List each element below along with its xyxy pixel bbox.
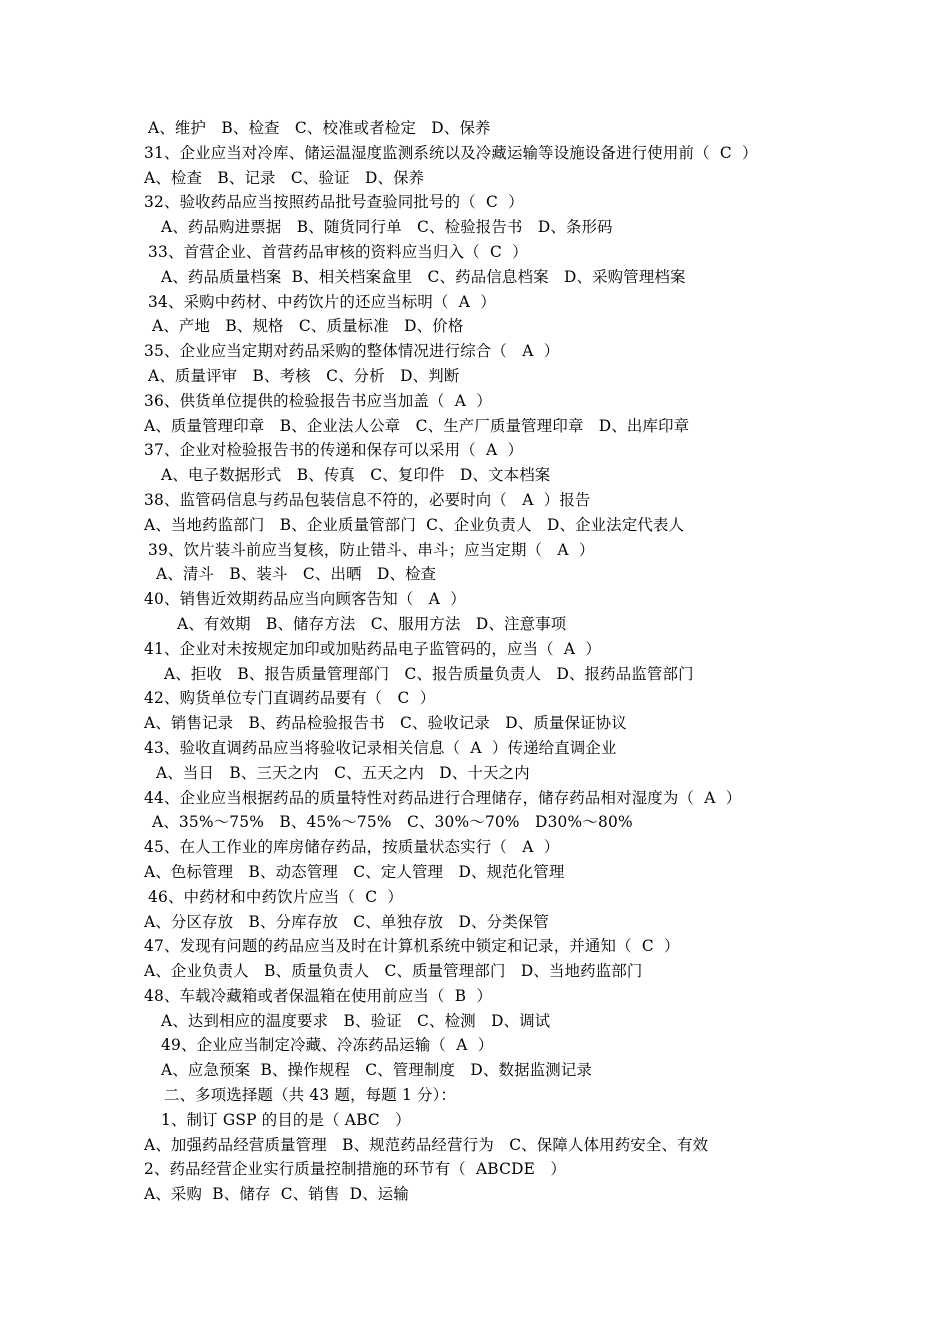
options-43: A、当日 B、三天之内 C、五天之内 D、十天之内 xyxy=(156,763,530,782)
question-35: 35、企业应当定期对药品采购的整体情况进行综合（ A ） xyxy=(144,342,560,361)
question-31: 31、企业应当对冷库、储运温湿度监测系统以及冷藏运输等设施设备进行使用前（ C ） xyxy=(144,143,758,162)
question-47: 47、发现有问题的药品应当及时在计算机系统中锁定和记录，并通知（ C ） xyxy=(144,937,680,956)
options-46: A、分区存放 B、分库存放 C、单独存放 D、分类保管 xyxy=(144,912,549,931)
question-45: 45、在人工作业的库房储存药品，按质量状态实行（ A ） xyxy=(144,838,560,857)
options-39: A、清斗 B、装斗 C、出晒 D、检查 xyxy=(156,565,437,584)
options-49: A、应急预案 B、操作规程 C、管理制度 D、数据监测记录 xyxy=(161,1061,593,1080)
question-43: 43、验收直调药品应当将验收记录相关信息（ A ）传递给直调企业 xyxy=(144,738,617,757)
options-33: A、药品质量档案 B、相关档案盒里 C、药品信息档案 D、采购管理档案 xyxy=(161,267,686,286)
question-m2: 2、药品经营企业实行质量控制措施的环节有（ ABCDE ） xyxy=(144,1160,566,1179)
options-35: A、质量评审 B、考核 C、分析 D、判断 xyxy=(148,366,460,385)
options-31: A、检查 B、记录 C、验证 D、保养 xyxy=(144,168,425,187)
question-46: 46、中药材和中药饮片应当（ C ） xyxy=(148,887,404,906)
options-48: A、达到相应的温度要求 B、验证 C、检测 D、调试 xyxy=(161,1011,551,1030)
question-m1: 1、制订 GSP 的目的是（ ABC ） xyxy=(161,1110,411,1129)
options-m2: A、采购 B、储存 C、销售 D、运输 xyxy=(144,1185,409,1204)
options-37: A、电子数据形式 B、传真 C、复印件 D、文本档案 xyxy=(161,466,551,485)
question-38: 38、监管码信息与药品包装信息不符的，必要时向（ A ）报告 xyxy=(144,490,591,509)
question-48: 48、车载冷藏箱或者保温箱在使用前应当（ B ） xyxy=(144,986,493,1005)
options-41: A、拒收 B、报告质量管理部门 C、报告质量负责人 D、报药品监管部门 xyxy=(164,664,694,683)
options-45: A、色标管理 B、动态管理 C、定人管理 D、规范化管理 xyxy=(144,862,565,881)
document-body xyxy=(0,116,950,1207)
question-49: 49、企业应当制定冷藏、冷冻药品运输（ A ） xyxy=(161,1036,494,1055)
question-42: 42、购货单位专门直调药品要有（ C ） xyxy=(144,689,436,708)
question-39: 39、饮片装斗前应当复核，防止错斗、串斗；应当定期（ A ） xyxy=(148,540,595,559)
question-37: 37、企业对检验报告书的传递和保存可以采用（ A ） xyxy=(144,441,524,460)
text-line: A、维护 B、检查 C、校准或者检定 D、保养 xyxy=(148,119,491,137)
question-36: 36、供货单位提供的检验报告书应当加盖（ A ） xyxy=(144,391,492,410)
options-44: A、35%～75% B、45%～75% C、30%～70% D30%～80% xyxy=(152,813,633,832)
options-32: A、药品购进票据 B、随货同行单 C、检验报告书 D、条形码 xyxy=(161,218,613,237)
options-m1: A、加强药品经营质量管理 B、规范药品经营行为 C、保障人体用药安全、有效 xyxy=(144,1135,709,1154)
options-40: A、有效期 B、储存方法 C、服用方法 D、注意事项 xyxy=(177,614,567,633)
question-33: 33、首营企业、首营药品审核的资料应当归入（ C ） xyxy=(148,242,528,261)
options-47: A、企业负责人 B、质量负责人 C、质量管理部门 D、当地药监部门 xyxy=(144,962,643,981)
options-34: A、产地 B、规格 C、质量标准 D、价格 xyxy=(152,317,464,336)
options-42: A、销售记录 B、药品检验报告书 C、验收记录 D、质量保证协议 xyxy=(144,714,627,733)
question-44: 44、企业应当根据药品的质量特性对药品进行合理储存，储存药品相对湿度为（ A ） xyxy=(144,788,742,807)
question-40: 40、销售近效期药品应当向顾客告知（ A ） xyxy=(144,590,466,609)
section-heading: 二、多项选择题（共 43 题，每题 1 分）： xyxy=(164,1086,457,1105)
question-34: 34、采购中药材、中药饮片的还应当标明（ A ） xyxy=(148,292,496,311)
options-38: A、当地药监部门 B、企业质量管部门 C、企业负责人 D、企业法定代表人 xyxy=(144,515,685,534)
question-41: 41、企业对未按规定加印或加贴药品电子监管码的，应当（ A ） xyxy=(144,639,602,658)
options-36: A、质量管理印章 B、企业法人公章 C、生产厂质量管理印章 D、出库印章 xyxy=(144,416,690,435)
question-32: 32、验收药品应当按照药品批号查验同批号的（ C ） xyxy=(144,193,524,212)
